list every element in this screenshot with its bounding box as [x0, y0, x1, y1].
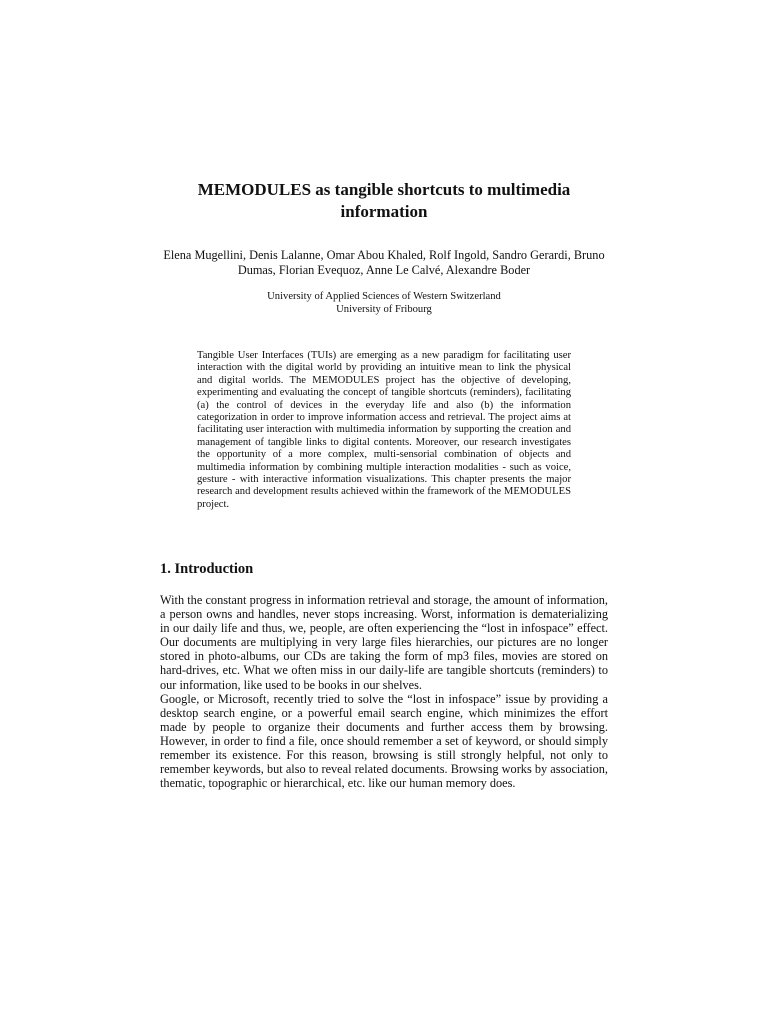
paper-title: MEMODULES as tangible shortcuts to multimedia information: [197, 180, 571, 221]
affiliation-block: [160, 290, 608, 316]
section-heading: 1. Introduction: [160, 561, 254, 577]
affiliation-line: University of Applied Sciences of Western Switzerland: [267, 291, 501, 302]
body-paragraph: Google, or Microsoft, recently tried to solve the “lost in infospace” issue by providing a desktop search engine, or a powerful email search engine, which minimizes the effort made by people to organize their documents and further access them by browsing. However, in order to find a file, once should remember a set of keyword, or should simply remember its existence. For this reason, browsing is still strongly helpful, not only to remember keywords, but also to reveal related documents. Browsing works by association, thematic, topographic or hierarchical, etc. like our human memory does.: [160, 691, 608, 791]
section-body: [160, 593, 608, 790]
affiliation-line: University of Fribourg: [336, 304, 432, 315]
author-list: Elena Mugellini, Denis Lalanne, Omar Abou Khaled, Rolf Ingold, Sandro Gerardi, Bruno Dumas, Florian Evequoz, Anne Le Calvé, Alexandre Boder: [163, 248, 605, 277]
body-paragraph: With the constant progress in information retrieval and storage, the amount of information, a person owns and handles, never stops increasing. Worst, information is dematerializing in our daily life and thus, we, people, are often experiencing the “lost in infospace” effect. Our documents are multiplying in very large files hierarchies, our pictures are no longer stored in photo-albums, our CDs are taking the form of mp3 files, movies are stored on hard-drives, etc. What we often miss in our daily-life are tangible shortcuts (reminders) to our information, like used to be books in our shelves.: [160, 593, 608, 692]
abstract: Tangible User Interfaces (TUIs) are emerging as a new paradigm for facilitating user interaction with the digital world by providing an intuitive mean to link the physical and digital worlds. The MEMODULES project has the objective of developing, experimenting and evaluating the concept of tangible shortcuts (reminders), facilitating (a) the control of devices in the everyday life and also (b) the information categorization in order to improve information access and retrieval. The project aims at facilitating user interaction with multimedia information by supporting the creation and management of tangible links to digital contents. Moreover, our research investigates the opportunity of a more complex, multi-sensorial combination of objects and multimedia information by combining multiple interaction modalities - such as voice, gesture - with interactive information visualizations. This chapter presents the major research and development results achieved within the framework of the MEMODULES project.: [197, 350, 571, 510]
